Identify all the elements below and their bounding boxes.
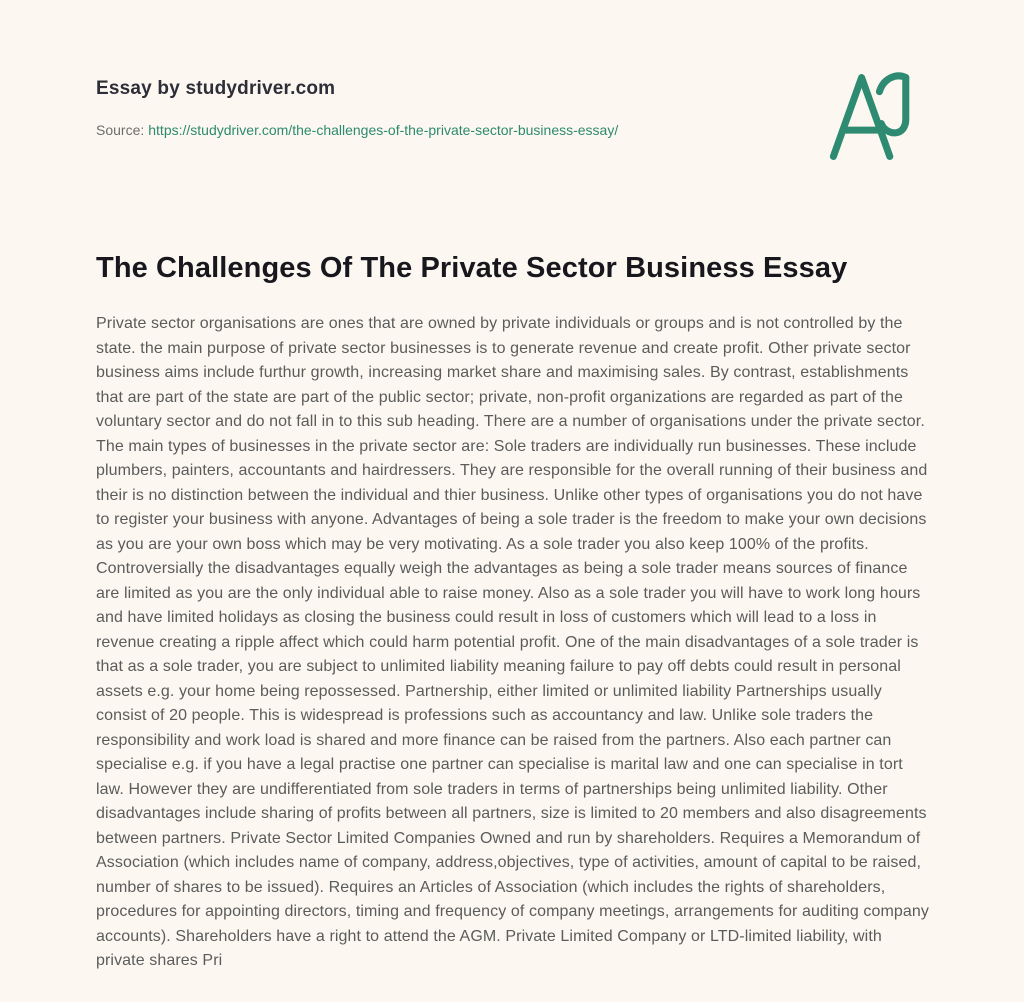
essay-body-text: Private sector organisations are ones that are owned by private individuals or groups and is not controlled by the state. the main purpose of private sector businesses is to generate revenue and create profit. Other private sector business aims include furthur growth, increasing market share and maximising sales. By contrast, establishments that are part of the state are part of the public sector; private, non-profit organizations are regarded as part of the voluntary sector and do not fall in to this sub heading. There are a number of organisations under the private sector. The main types of businesses in the private sector are: Sole traders are individually run businesses. These include plumbers, painters, accountants and hairdressers. They are responsible for the overall running of their business and their is no distinction between the individual and thier business. Unlike other types of organisations you do not have to register your business with anyone. Advantages of being a sole trader is the freedom to make your own decisions as you are your own boss which may be very motivating. As a sole trader you also keep 100% of the profits. Controversially the disadvantages equally weigh the advantages as being a sole trader means sources of finance are limited as you are the only individual able to raise money. Also as a sole trader you will have to work long hours and have limited holidays as closing the business could result in loss of customers which will lead to a loss in revenue creating a ripple affect which could harm potential profit. One of the main disadvantages of a sole trader is that as a sole trader, you are subject to unlimited liability meaning failure to pay off debts could result in personal assets e.g. your home being repossessed. Partnership, either limited or unlimited liability Partnerships usually consist of 20 people. This is widespread is professions such as accountancy and law. Unlike sole traders the responsibility and work load is shared and more finance can be raised from the partners. Also each partner can specialise e.g. if you have a legal practise one partner can specialise is marital law and one can specialise in tort law. However they are undifferentiated from sole traders in terms of partnerships being unlimited liability. Other disadvantages include sharing of profits between all partners, size is limited to 20 members and also disagreements between partners. Private Sector Limited Companies Owned and run by shareholders. Requires a Memorandum of Association (which includes name of company, address,objectives, type of activities, amount of capital to be raised, number of shares to be issued). Requires an Articles of Association (which includes the rights of shareholders, procedures for appointing directors, timing and frequency of company meetings, arrangements for auditing company accounts). Shareholders have a right to attend the AGM. Private Limited Company or LTD-limited liability, with private shares Pri: [96, 315, 929, 969]
byline: Essay by studydriver.com: [96, 78, 336, 99]
source-line: [96, 122, 928, 138]
essay-main: [96, 248, 928, 974]
source-url-link[interactable]: https://studydriver.com/the-challenges-of-the-private-sector-business-essay/: [148, 122, 619, 138]
source-label: Source:: [96, 122, 145, 138]
essay-title: The Challenges Of The Private Sector Business Essay: [96, 252, 848, 284]
document-header: [96, 78, 928, 138]
studydriver-logo-icon: [824, 70, 918, 164]
